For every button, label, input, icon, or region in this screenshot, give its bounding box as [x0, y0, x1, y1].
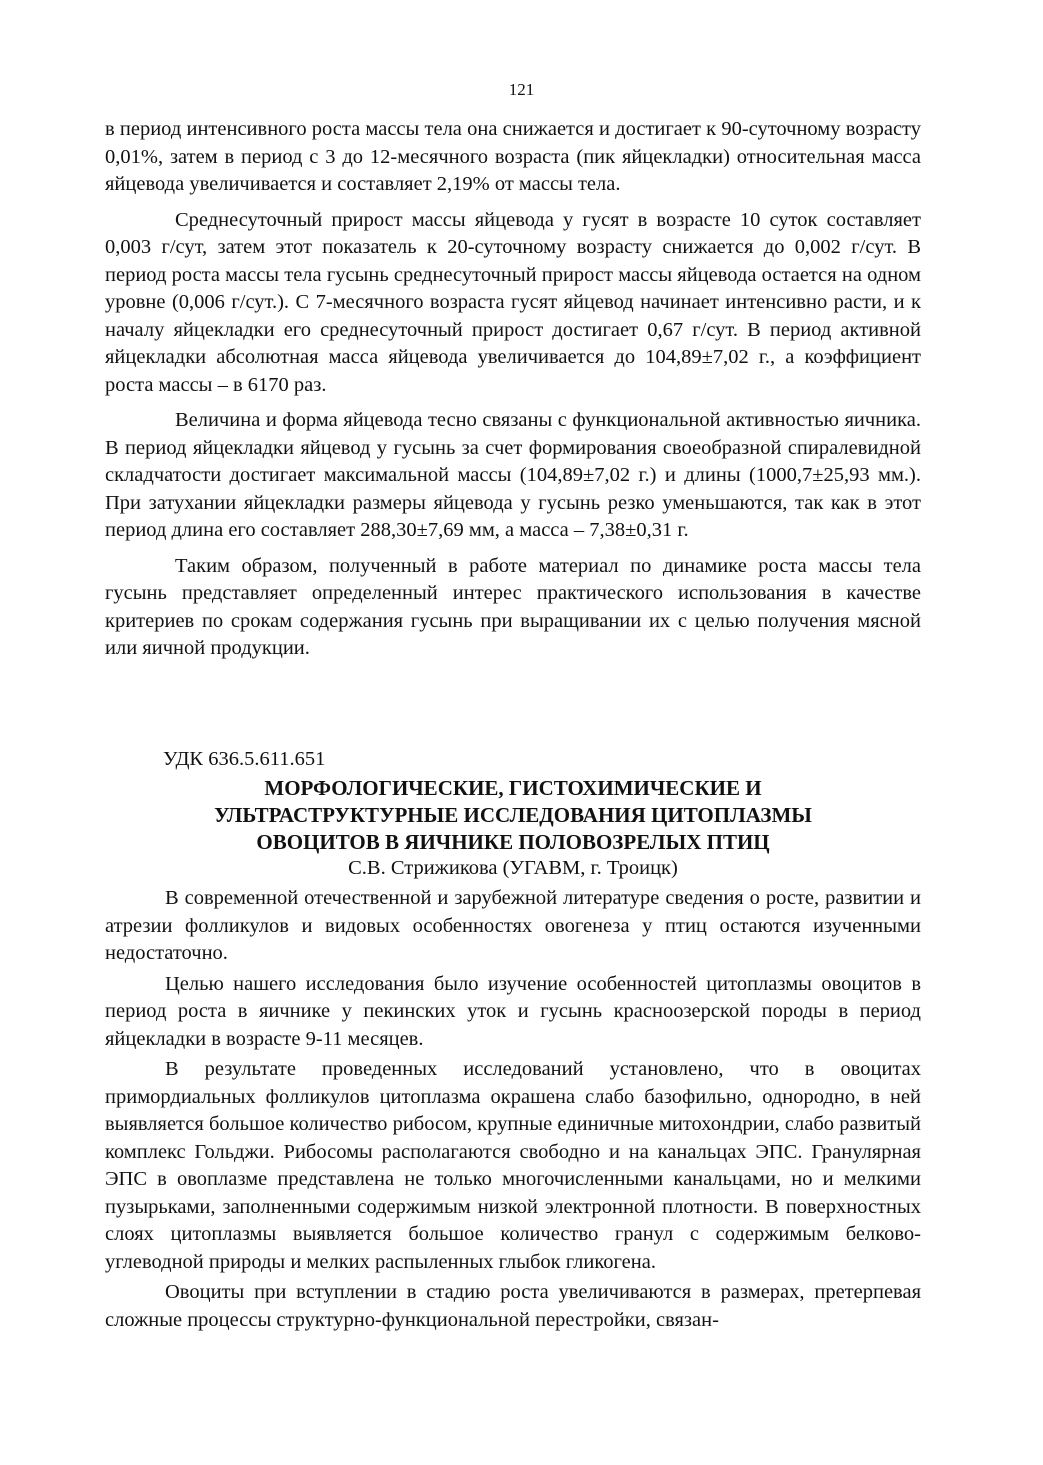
- title-line: ОВОЦИТОВ В ЯИЧНИКЕ ПОЛОВОЗРЕЛЫХ ПТИЦ: [256, 830, 770, 854]
- paragraph: В современной отечественной и зарубежной литературе сведения о росте, развитии и атрезии фолликулов и видовых особенностях овогенеза у птиц остаются изученными недостаточно.: [105, 887, 921, 964]
- title-line: УЛЬТРАСТРУКТУРНЫЕ ИССЛЕДОВАНИЯ ЦИТОПЛАЗМЫ: [214, 803, 812, 827]
- paragraph: Овоциты при вступлении в стадию роста увеличиваются в размерах, претерпевая сложные процессы структурно-функциональной перестройки, связан-: [105, 1281, 921, 1331]
- paragraph: Целью нашего исследования было изучение особенностей цитоплазмы овоцитов в период роста в яичнике у пекинских уток и гусынь красноозерской породы в период яйцекладки в возрасте 9-11 месяцев.: [105, 972, 921, 1050]
- paragraph: Величина и форма яйцевода тесно связаны с функциональной активностью яичника. В период яйцекладки яйцевод у гусынь за счет формирования своеобразной спиралевидной складчатости достигает максимальной массы (104,89±7,02 г.) и длины (1000,7±25,93 мм.). При затухании яйцекладки размеры яйцевода у гусынь резко уменьшаются, так как в этот период длина его составляет 288,30±7,69 мм, а масса – 7,38±0,31 г.: [105, 409, 921, 541]
- paragraph: Среднесуточный прирост массы яйцевода у гусят в возрасте 10 суток составляет 0,003 г/сут, затем этот показатель к 20-суточному возрасту снижается до 0,002 г/сут. В период роста массы тела гусынь среднесуточный прирост массы яйцевода остается на одном уровне (0,006 г/сут.). С 7-месячного возраста гусят яйцевод начинает интенсивно расти, и к началу яйцекладки его среднесуточный прирост достигает 0,67 г/сут. В период активной яйцекладки абсолютная масса яйцевода увеличивается до 104,89±7,02 г., а коэффициент роста массы – в 6170 раз.: [105, 208, 921, 396]
- paragraph: В результате проведенных исследований установлено, что в овоцитах примордиальных фолликулов цитоплазма окрашена слабо базофильно, однородно, в ней выявляется большое количество рибосом, крупные единичные митохондрии, слабо развитый комплекс Гольджи. Рибосомы располагаются свободно и на канальцах ЭПС. Гранулярная ЭПС в овоплазме представлена не только многочисленными канальцами, но и мелкими пузырьками, заполненными содержимым низкой электронной плотности. В поверхностных слоях цитоплазмы выявляется большое количество гранул с содержимым белково-углеводной природы и мелких распыленных глыбок гликогена.: [105, 1058, 921, 1273]
- udk-code: УДК 636.5.611.651: [163, 748, 326, 770]
- paragraph: в период интенсивного роста массы тела она снижается и достигает к 90-суточному возрасту 0,01%, затем в период с 3 до 12-месячного возраста (пик яйцекладки) относительная масса яйцевода увеличивается и составляет 2,19% от массы тела.: [105, 118, 921, 195]
- paragraph: Таким образом, полученный в работе материал по динамике роста массы тела гусынь представляет определенный интерес практического использования в качестве критериев по срокам содержания гусынь при выращивании их с целью получения мясной или яичной продукции.: [105, 554, 921, 659]
- article-title: [105, 775, 921, 856]
- previous-article-body: [105, 116, 921, 663]
- title-line: МОРФОЛОГИЧЕСКИЕ, ГИСТОХИМИЧЕСКИЕ И: [264, 776, 762, 800]
- page-number: 121: [508, 80, 535, 99]
- article-body: [105, 885, 921, 1334]
- article-author: С.В. Стрижикова (УГАВМ, г. Троицк): [348, 857, 678, 879]
